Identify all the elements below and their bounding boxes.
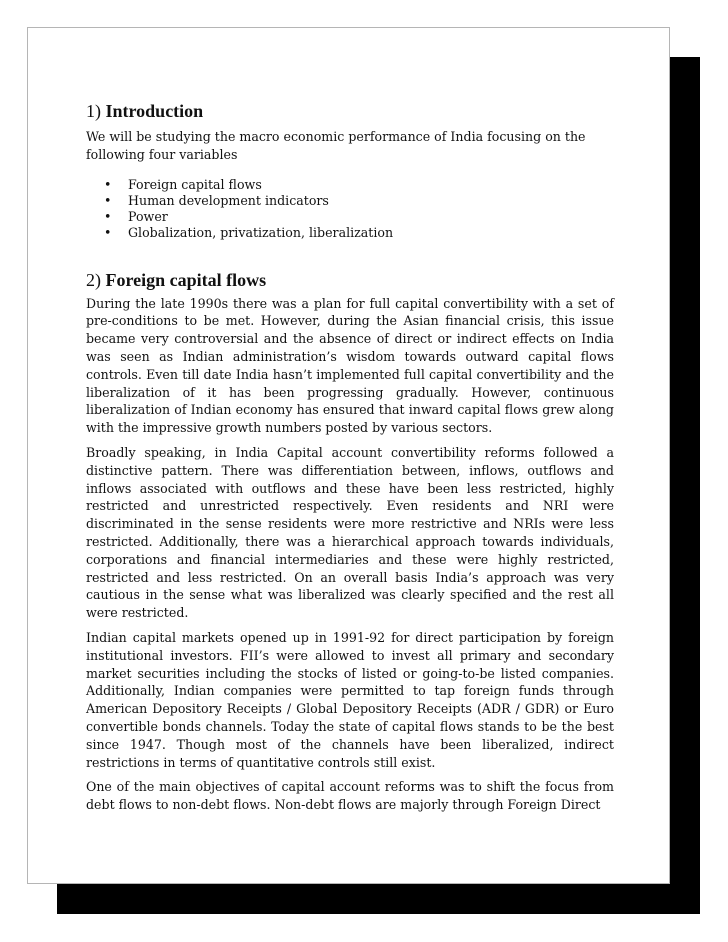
body-paragraph: Indian capital markets opened up in 1991-92 for direct participation by foreign institutional investors. FII’s were allowed to invest all primary and secondary market securities including the stocks of listed or going-to-be listed companies. Additionally, Indian companies were permitted to tap foreign funds through American Depository Receipts / Global Depository Receipts (ADR / GDR) or Euro convertible bonds channels. Today the state of capital flows stands to be the best since 1947. Though most of the channels have been liberalized, indirect restrictions in terms of quantitative controls still exist. — [86, 629, 614, 770]
variables-list — [86, 177, 614, 241]
body-paragraph: Broadly speaking, in India Capital account convertibility reforms followed a distinctive pattern. There was differentiation between, inflows, outflows and inflows associated with outflows and these have been less restricted, highly restricted and unrestricted respectively. Even residents and NRI were discriminated in the sense residents were more restrictive and NRIs were less restricted. Additionally, there was a hierarchical approach towards individuals, corporations and financial intermediaries and these were highly restricted, restricted and less restricted. On an overall basis India’s approach was very cautious in the sense what was liberalized was clearly specified and the rest all were restricted. — [86, 444, 614, 621]
body-paragraph: One of the main objectives of capital account reforms was to shift the focus from debt flows to non-debt flows. Non-debt flows are majorly through Foreign Direct — [86, 779, 614, 813]
list-item — [104, 192, 614, 209]
list-item-label: Foreign capital flows — [128, 176, 262, 192]
foreign-capital-heading-title: Foreign capital flows — [105, 269, 267, 290]
bullet-icon: • — [104, 192, 112, 208]
list-item — [104, 176, 614, 193]
page-content — [86, 100, 614, 814]
bullet-icon: • — [104, 176, 112, 192]
list-item-label: Globalization, privatization, liberalization — [128, 224, 394, 240]
body-paragraph: During the late 1990s there was a plan for full capital convertibility with a set of pre-conditions to be met. However, during the Asian financial crisis, this issue became very controversial and the absence of direct or indirect effects on India was seen as Indian administration’s wisdom towards outward capital flows controls. Even till date India hasn’t implemented full capital convertibility and the liberalization of it has been progressing gradually. However, continuous liberalization of Indian economy has ensured that inward capital flows grew along with the impressive growth numbers posted by various sectors. — [86, 295, 614, 436]
foreign-capital-heading-number: 2) — [86, 269, 101, 290]
list-item — [104, 224, 614, 241]
intro-heading-title: Introduction — [105, 101, 204, 121]
foreign-capital-heading — [86, 269, 614, 291]
document-page — [27, 27, 670, 884]
bullet-icon: • — [104, 208, 112, 224]
list-item-label: Power — [128, 208, 168, 224]
intro-heading — [86, 100, 614, 122]
intro-paragraph: We will be studying the macro economic performance of India focusing on the following four variables — [86, 129, 586, 162]
list-item-label: Human development indicators — [128, 192, 329, 208]
bullet-icon: • — [104, 224, 112, 240]
list-item — [104, 208, 614, 225]
intro-heading-number: 1) — [86, 101, 101, 121]
